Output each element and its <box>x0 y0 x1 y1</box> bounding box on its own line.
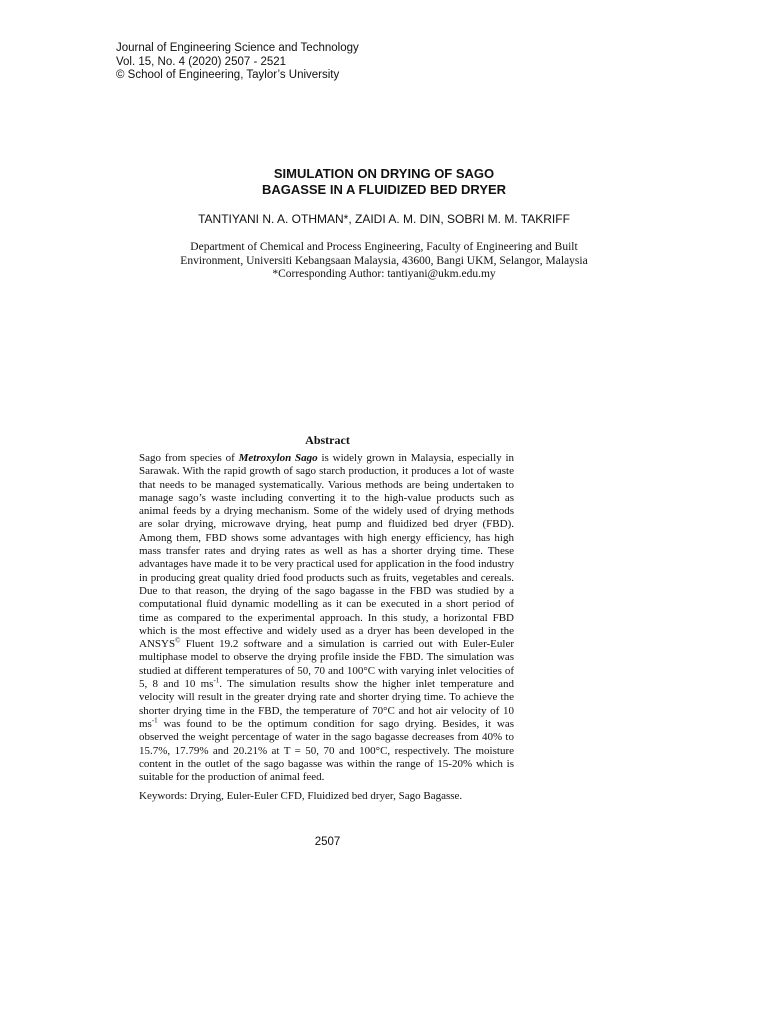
title-line-2: BAGASSE IN A FLUIDIZED BED DRYER <box>261 182 507 197</box>
journal-volume: Vol. 15, No. 4 (2020) 2507 - 2521 <box>116 55 287 68</box>
copyright-superscript: © <box>175 636 181 645</box>
affiliation-line-2: Environment, Universiti Kebangsaan Malaysia, 43600, Bangi UKM, Selangor, Malaysia <box>180 254 588 267</box>
corresponding-author: *Corresponding Author: tantiyani@ukm.edu.my <box>272 268 496 280</box>
affiliation-line-1: Department of Chemical and Process Engineering, Faculty of Engineering and Built <box>190 241 578 253</box>
journal-copyright: © School of Engineering, Taylor’s University <box>116 69 340 81</box>
paper-title <box>0 166 768 198</box>
abstract-part-5: was found to be the optimum condition for sago drying. Besides, it was observed the weight percentage of water in the sago bagasse decreases from 40% to 15.7%, 17.79% and 20.21% at T = 50, 70 and 100°C, respectively. The moisture content in the outlet of the sago bagasse was within the range of 15-20% which is suitable for the production of animal feed. <box>139 717 514 784</box>
page-number: 2507 <box>314 836 341 848</box>
keywords: Keywords: Drying, Euler-Euler CFD, Fluidized bed dryer, Sago Bagasse. <box>139 790 463 802</box>
unit-superscript-1: -1 <box>213 676 220 685</box>
abstract-part-2: is widely grown in Malaysia, especially in Sarawak. With the rapid growth of sago starch production, it produces a lot of waste that needs to be managed systematically. Various methods are being undertaken to manage sago’s waste including converting it to the high-value products such as animal feeds by a drying mechanism. Some of the widely used of drying methods are solar drying, microwave drying, heat pump and fluidized bed dryer (FBD). Among them, FBD shows some advantages with high energy efficiency, has high mass transfer rates and drying rates as well as has a shorter drying time. These advantages have made it to be very practical used for application in the food industry in producing great quality dried food products such as fruits, vegetables and cereals. Due to that reason, the drying of the sago bagasse in the FBD was studied by a computational fluid dynamic modelling as it can be executed in a short period of time as compared to the experimental approach. In this study, a horizontal FBD which is the most effective and widely used as a dryer has been developed in the ANSYS <box>139 452 515 651</box>
abstract-part-4: . The simulation results show the higher inlet temperature and velocity will result in the greater drying rate and shorter drying time. To achieve the shorter drying time in the FBD, the temperature of 70°C and hot air velocity of 10 ms <box>139 678 514 730</box>
abstract-part-3: Fluent 19.2 software and a simulation is carried out with Euler-Euler multiphase model to observe the drying profile inside the FBD. The simulation was studied at different temperatures of 50, 70 and 100°C with varying inlet velocities of 5, 8 and 10 ms <box>139 638 514 691</box>
journal-header <box>116 42 359 83</box>
affiliation <box>0 241 768 282</box>
title-line-1: SIMULATION ON DRYING OF SAGO <box>273 166 495 181</box>
abstract-text <box>139 452 514 784</box>
abstract-part-1: Sago from species of <box>139 452 239 464</box>
author-list: TANTIYANI N. A. OTHMAN*, ZAIDI A. M. DIN, SOBRI M. M. TAKRIFF <box>198 212 570 226</box>
species-name: Metroxylon Sago <box>238 452 318 464</box>
journal-name: Journal of Engineering Science and Technology <box>116 42 359 54</box>
unit-superscript-2: -1 <box>151 716 158 725</box>
abstract-heading: Abstract <box>305 433 350 447</box>
